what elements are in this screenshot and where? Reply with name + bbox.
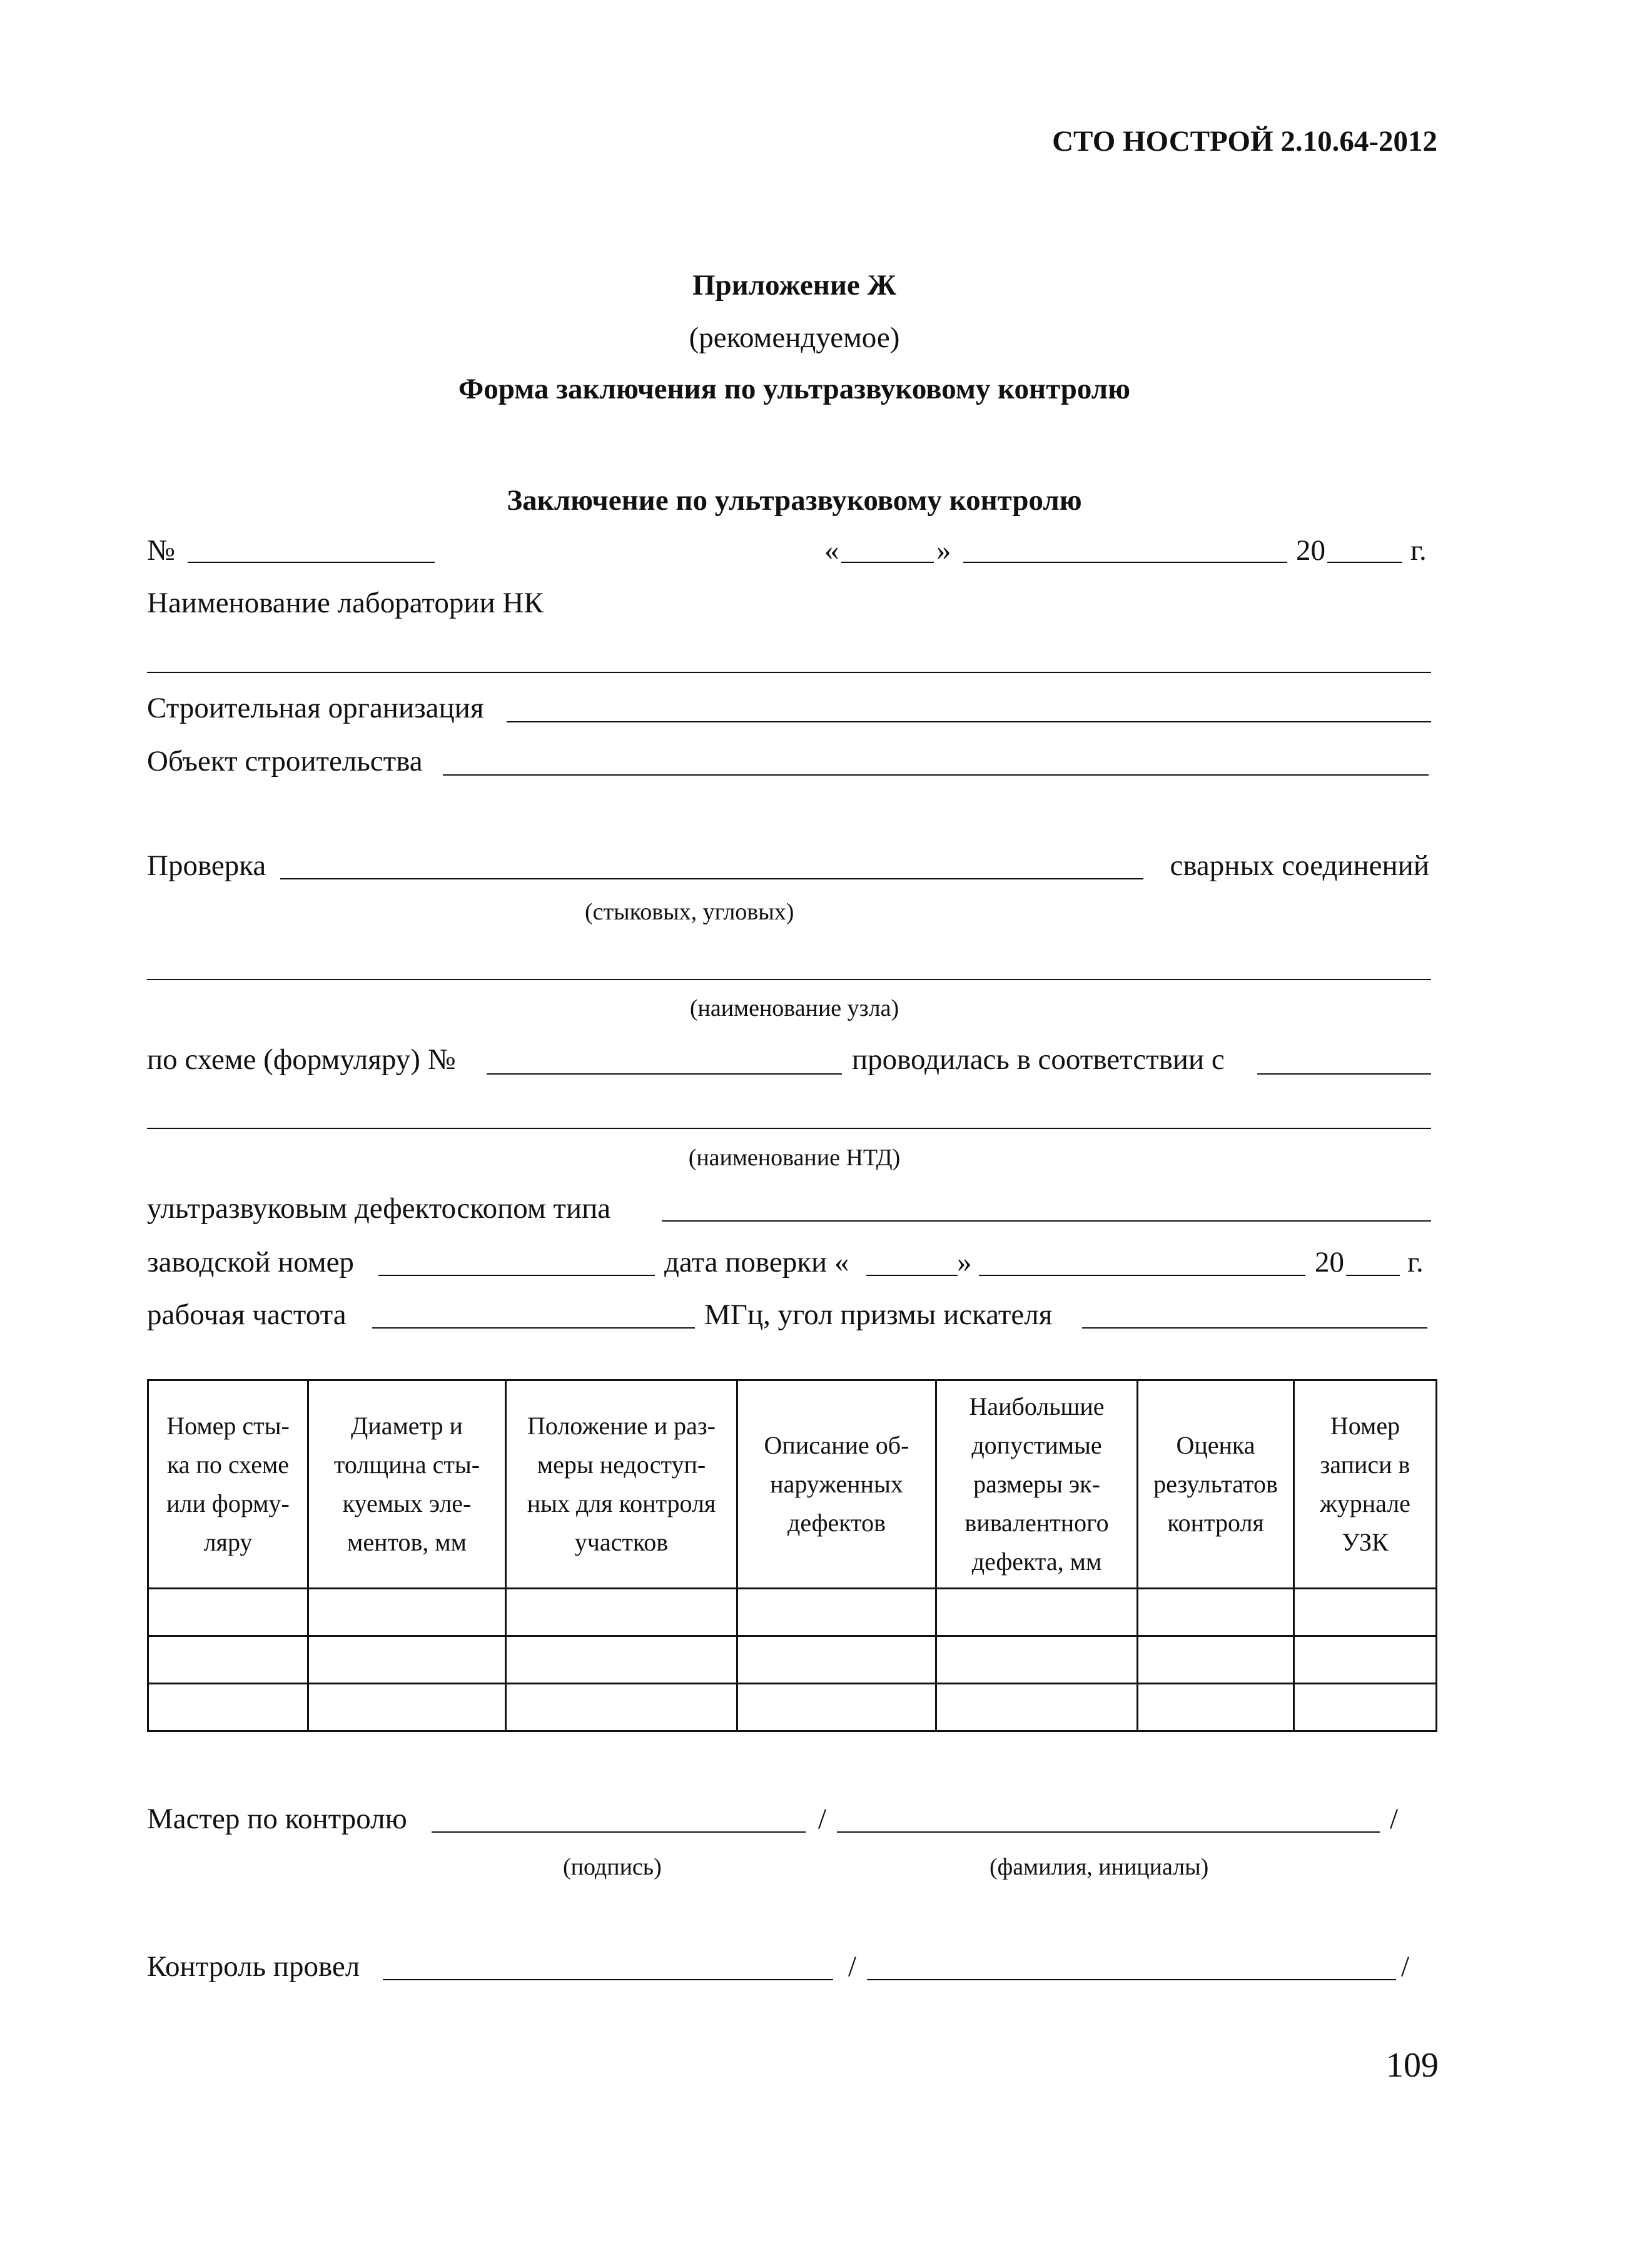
performed-label: Контроль провел	[147, 1950, 360, 1983]
signature-hint: (подпись)	[563, 1854, 662, 1880]
table-cell[interactable]	[936, 1589, 1138, 1636]
date-month-field[interactable]	[963, 562, 1287, 563]
lab-name-field[interactable]	[147, 672, 1431, 673]
table-cell[interactable]	[148, 1589, 308, 1636]
table-cell[interactable]	[1294, 1636, 1437, 1684]
header-journal-record: Номер записи в журнале УЗК	[1294, 1380, 1437, 1589]
table-cell[interactable]	[148, 1684, 308, 1731]
header-diameter-thickness: Диаметр и толщина сты- куемых эле- ментов, мм	[308, 1380, 506, 1589]
master-slash-2: /	[1390, 1803, 1399, 1835]
date-quote-close: »	[936, 534, 951, 567]
table-cell[interactable]	[506, 1636, 737, 1684]
weld-types-hint: (стыковых, угловых)	[585, 899, 794, 925]
header-max-defect-size: Наибольшие допустимые размеры эк- вивалентного дефекта, мм	[936, 1380, 1138, 1589]
header-result-evaluation: Оценка результатов контроля	[1138, 1380, 1294, 1589]
master-name-field[interactable]	[837, 1831, 1380, 1833]
table-cell[interactable]	[1138, 1684, 1294, 1731]
scheme-number-field[interactable]	[487, 1073, 842, 1075]
table-cell[interactable]	[148, 1636, 308, 1684]
ntd-hint: (наименование НТД)	[688, 1145, 901, 1171]
appendix-subtitle: (рекомендуемое)	[689, 321, 900, 354]
according-field[interactable]	[1257, 1073, 1431, 1075]
verification-year-prefix: 20	[1315, 1246, 1344, 1278]
table-cell[interactable]	[737, 1589, 936, 1636]
verification-month-field[interactable]	[979, 1275, 1305, 1276]
year-prefix: 20	[1296, 534, 1325, 567]
performed-slash-2: /	[1401, 1950, 1410, 1983]
construction-org-label: Строительная организация	[147, 692, 484, 724]
table-cell[interactable]	[506, 1589, 737, 1636]
results-table	[147, 1379, 1437, 1732]
verification-day-field[interactable]	[866, 1275, 958, 1276]
serial-field[interactable]	[378, 1275, 655, 1276]
page-number: 109	[1386, 2046, 1439, 2085]
number-field[interactable]	[188, 562, 435, 563]
table-cell[interactable]	[1138, 1589, 1294, 1636]
header-inaccessible-areas: Положение и раз- меры недоступ- ных для контроля участков	[506, 1380, 737, 1589]
verification-label: дата поверки «	[664, 1246, 849, 1278]
master-signature-field[interactable]	[432, 1831, 806, 1833]
probe-angle-field[interactable]	[1082, 1327, 1427, 1329]
table-cell[interactable]	[737, 1684, 936, 1731]
node-name-field[interactable]	[147, 979, 1431, 980]
table-cell[interactable]	[737, 1636, 936, 1684]
document-code: СТО НОСТРОЙ 2.10.64-2012	[1052, 125, 1437, 158]
frequency-field[interactable]	[372, 1327, 695, 1329]
master-slash-1: /	[818, 1803, 827, 1835]
table-cell[interactable]	[506, 1684, 737, 1731]
table-row	[148, 1636, 1437, 1684]
table-cell[interactable]	[308, 1636, 506, 1684]
verification-year-suffix: г.	[1407, 1246, 1424, 1278]
table-cell[interactable]	[308, 1684, 506, 1731]
table-row	[148, 1684, 1437, 1731]
frequency-label: рабочая частота	[147, 1299, 347, 1331]
number-label: №	[147, 534, 175, 567]
name-hint: (фамилия, инициалы)	[990, 1854, 1209, 1880]
flaw-detector-field[interactable]	[662, 1220, 1431, 1222]
lab-name-label: Наименование лаборатории НК	[147, 587, 544, 619]
serial-label: заводской номер	[147, 1246, 354, 1278]
table-cell[interactable]	[308, 1589, 506, 1636]
table-cell[interactable]	[1294, 1684, 1437, 1731]
date-year-field[interactable]	[1327, 562, 1402, 563]
performed-signature-field[interactable]	[383, 1979, 833, 1980]
table-cell[interactable]	[936, 1684, 1138, 1731]
node-hint: (наименование узла)	[689, 995, 899, 1021]
check-label: Проверка	[147, 849, 266, 882]
construction-object-label: Объект строительства	[147, 745, 423, 777]
performed-slash-1: /	[848, 1950, 857, 1983]
header-joint-number: Номер сты- ка по схеме или форму- ляру	[148, 1380, 308, 1589]
mhz-angle-label: МГц, угол призмы искателя	[704, 1299, 1053, 1331]
construction-org-field[interactable]	[507, 721, 1431, 722]
appendix-title: Приложение Ж	[692, 269, 897, 301]
date-day-field[interactable]	[841, 562, 934, 563]
date-quote-open: «	[824, 534, 839, 567]
header-defect-description: Описание об- наруженных дефектов	[737, 1380, 936, 1589]
flaw-detector-label: ультразвуковым дефектоскопом типа	[147, 1192, 611, 1225]
conclusion-title: Заключение по ультразвуковому контролю	[507, 484, 1082, 517]
verification-year-field[interactable]	[1346, 1275, 1400, 1276]
according-label: проводилась в соответствии с	[852, 1043, 1225, 1076]
table-header-row	[148, 1380, 1437, 1589]
table-cell[interactable]	[936, 1636, 1138, 1684]
weld-type-field[interactable]	[280, 878, 1143, 879]
year-suffix: г.	[1410, 534, 1427, 567]
construction-object-field[interactable]	[443, 774, 1429, 776]
performed-name-field[interactable]	[867, 1979, 1396, 1980]
ntd-name-field[interactable]	[147, 1128, 1431, 1129]
welds-label: сварных соединений	[1170, 849, 1429, 882]
form-title: Форма заключения по ультразвуковому контролю	[458, 373, 1131, 405]
scheme-label: по схеме (формуляру) №	[147, 1043, 456, 1076]
table-cell[interactable]	[1138, 1636, 1294, 1684]
verification-close: »	[957, 1246, 972, 1278]
master-label: Мастер по контролю	[147, 1803, 407, 1835]
table-cell[interactable]	[1294, 1589, 1437, 1636]
table-row	[148, 1589, 1437, 1636]
